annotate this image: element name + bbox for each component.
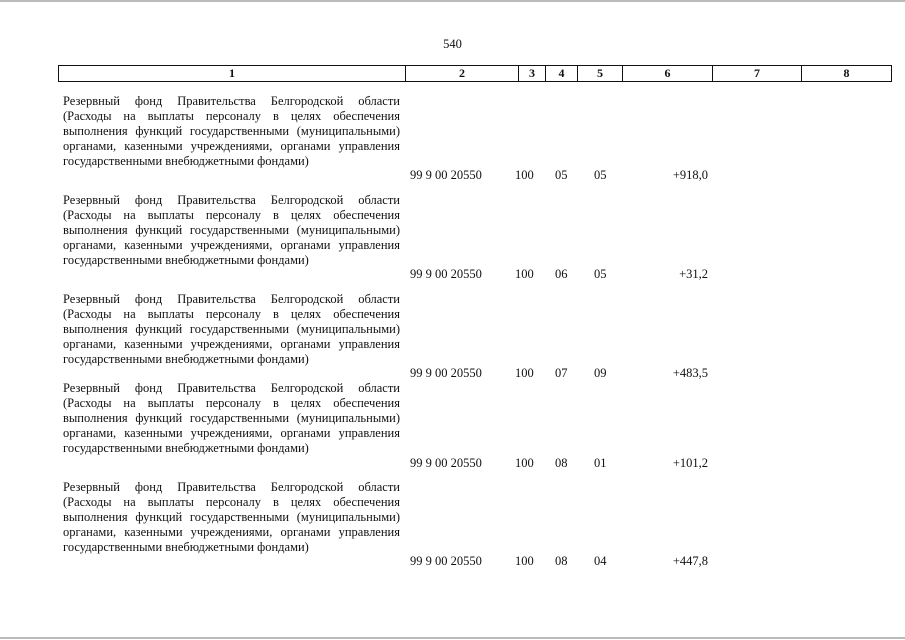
row-code: 99 9 00 20550 (410, 456, 482, 470)
row-description: Резервный фонд Правительства Белгородской области (Расходы на выплаты персоналу в целях обеспечения выполнения функций государственными (муниципальными) органами, казенными учреждениями, органами управления государственными внебюджетными фондами) (63, 193, 400, 267)
page-number: 540 (443, 37, 462, 51)
row-col6: +483,5 (672, 366, 708, 380)
row-col3: 100 (515, 267, 534, 281)
row-col3: 100 (515, 168, 534, 182)
row-description: Резервный фонд Правительства Белгородской области (Расходы на выплаты персоналу в целях обеспечения выполнения функций государственными (муниципальными) органами, казенными учреждениями, органами управления государственными внебюджетными фондами) (63, 94, 400, 168)
header-col-3: 3 (519, 66, 546, 81)
row-col5: 05 (594, 267, 607, 281)
row-description: Резервный фонд Правительства Белгородской области (Расходы на выплаты персоналу в целях обеспечения выполнения функций государственными (муниципальными) органами, казенными учреждениями, органами управления государственными внебюджетными фондами) (63, 381, 400, 455)
header-col-2: 2 (406, 66, 519, 81)
row-description: Резервный фонд Правительства Белгородской области (Расходы на выплаты персоналу в целях обеспечения выполнения функций государственными (муниципальными) органами, казенными учреждениями, органами управления государственными внебюджетными фондами) (63, 292, 400, 366)
row-col3: 100 (515, 554, 534, 568)
row-code: 99 9 00 20550 (410, 554, 482, 568)
row-col3: 100 (515, 366, 534, 380)
scan-edge-bottom (0, 637, 905, 639)
row-code: 99 9 00 20550 (410, 267, 482, 281)
row-col6: +31,2 (679, 267, 708, 281)
row-code: 99 9 00 20550 (410, 168, 482, 182)
scan-edge-top (0, 0, 905, 2)
row-col4: 08 (555, 456, 568, 470)
row-col5: 01 (594, 456, 607, 470)
row-col4: 07 (555, 366, 568, 380)
header-col-1: 1 (59, 66, 406, 81)
row-col6: +918,0 (672, 168, 708, 182)
row-col5: 09 (594, 366, 607, 380)
header-col-4: 4 (546, 66, 578, 81)
header-col-5: 5 (578, 66, 623, 81)
row-col5: 05 (594, 168, 607, 182)
row-col5: 04 (594, 554, 607, 568)
row-col4: 06 (555, 267, 568, 281)
row-col3: 100 (515, 456, 534, 470)
row-code: 99 9 00 20550 (410, 366, 482, 380)
table-header-row (58, 65, 892, 82)
row-col6: +447,8 (672, 554, 708, 568)
row-col6: +101,2 (672, 456, 708, 470)
header-col-8: 8 (843, 66, 850, 80)
row-col4: 08 (555, 554, 568, 568)
header-col-7: 7 (713, 66, 802, 81)
row-description: Резервный фонд Правительства Белгородской области (Расходы на выплаты персоналу в целях обеспечения выполнения функций государственными (муниципальными) органами, казенными учреждениями, органами управления государственными внебюджетными фондами) (63, 480, 400, 554)
header-col-6: 6 (623, 66, 713, 81)
row-col4: 05 (555, 168, 568, 182)
